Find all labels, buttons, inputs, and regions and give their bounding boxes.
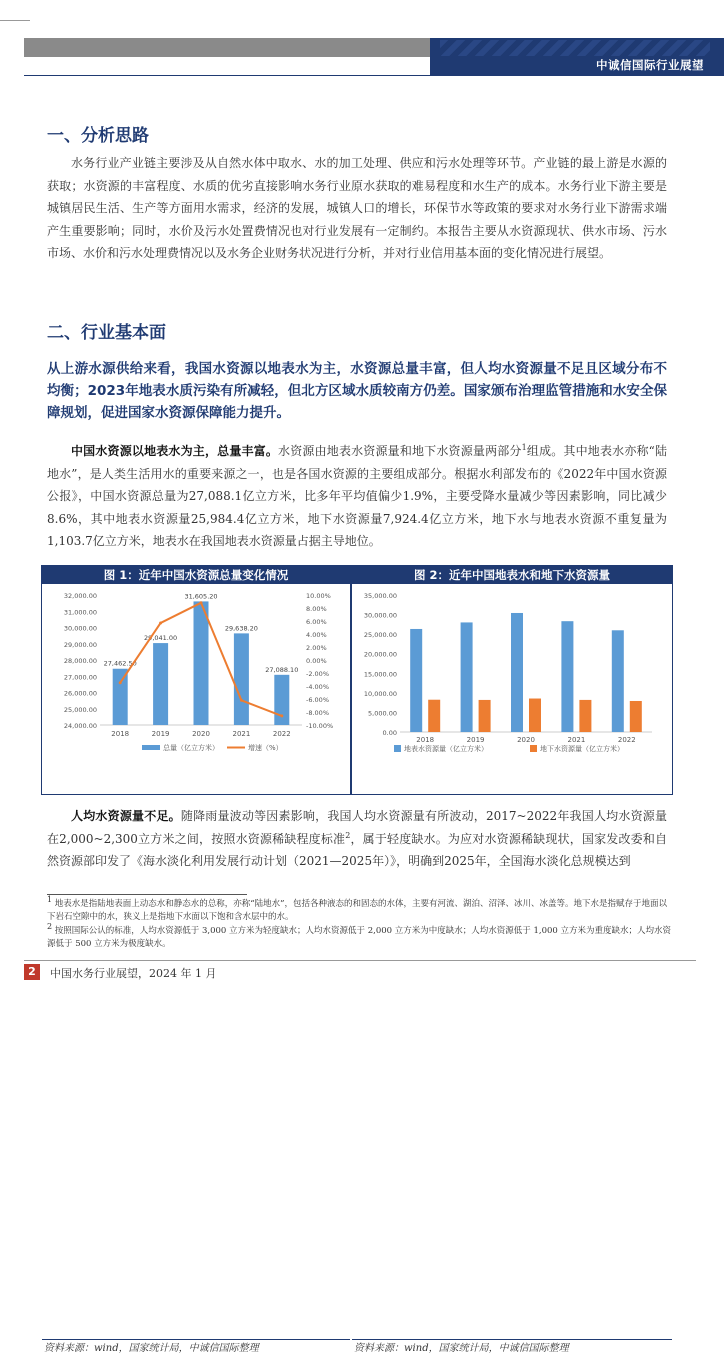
header-rule <box>24 75 724 76</box>
growth-point-2019 <box>159 621 162 624</box>
figure-2-heading: 图 2：近年中国地表水和地下水资源量 <box>352 566 672 584</box>
y-left-tick-label: 26,000.00 <box>63 689 97 698</box>
y-tick-label: 20,000.00 <box>363 650 397 659</box>
y-right-tick-label: -10.00% <box>306 722 334 730</box>
bar-total-2019 <box>153 643 168 725</box>
footnote-2 <box>47 922 672 951</box>
bar-surface-2022 <box>612 630 624 732</box>
bar-surface-2020 <box>511 613 523 732</box>
y-left-tick-label: 29,000.00 <box>63 640 97 649</box>
x-tick-label: 2021 <box>232 730 251 738</box>
footnote-ref-1[interactable]: 1 <box>521 443 527 452</box>
footer-title: 中国水务行业展望，2024 年 1 月 <box>50 967 217 980</box>
water-resources-paragraph <box>47 440 667 553</box>
legend-swatch-total <box>142 745 160 750</box>
x-tick-label: 2020 <box>517 736 535 744</box>
y-tick-label: 10,000.00 <box>363 689 397 698</box>
figure-2-chart <box>352 585 672 775</box>
bar-value-label: 31,605.20 <box>184 592 218 601</box>
section-title-analysis: 一、分析思路 <box>47 126 149 146</box>
bar-total-2021 <box>234 633 249 725</box>
footnote-rule <box>47 894 247 895</box>
figure-1-chart <box>42 585 350 775</box>
y-tick-label: 0.00 <box>382 729 397 737</box>
legend-growth: 增速（%） <box>248 744 283 752</box>
growth-point-2022 <box>280 714 283 717</box>
figure-1-heading: 图 1：近年中国水资源总量变化情况 <box>42 566 350 584</box>
bar-value-label: 27,462.50 <box>103 659 137 668</box>
per-capita-paragraph <box>47 805 667 873</box>
bar-ground-2021 <box>579 700 591 732</box>
y-right-tick-label: 4.00% <box>306 631 327 639</box>
legend-ground: 地下水资源量（亿立方米） <box>540 745 624 753</box>
header-decoration <box>440 40 710 56</box>
x-tick-label: 2018 <box>111 730 130 738</box>
bar-value-label: 29,638.20 <box>224 624 258 633</box>
y-left-tick-label: 30,000.00 <box>63 624 97 633</box>
y-left-tick-label: 28,000.00 <box>63 657 97 665</box>
y-right-tick-label: 2.00% <box>306 644 327 652</box>
growth-point-2018 <box>119 681 122 684</box>
bar-surface-2021 <box>561 621 573 732</box>
bar-ground-2020 <box>529 699 541 732</box>
bar-ground-2019 <box>479 700 491 732</box>
y-left-tick-label: 25,000.00 <box>63 705 97 714</box>
bar-surface-2018 <box>410 629 422 732</box>
x-tick-label: 2022 <box>617 736 636 744</box>
figure-1-source: 资料来源：wind，国家统计局，中诚信国际整理 <box>42 1339 350 1358</box>
y-tick-label: 5,000.00 <box>368 709 397 718</box>
y-left-tick-label: 27,000.00 <box>63 673 97 682</box>
legend-swatch-ground <box>530 745 537 752</box>
footnote-text: 地表水是指陆地表面上动态水和静态水的总称，亦称“陆地水”，包括各种液态的和固态的水体，主要有河流、湖泊、沼泽、冰川、冰盖等。地下水是指赋存于地面以下岩石空隙中的水，狭义上是指地下水面以下饱和含水层中的水。 <box>47 899 667 922</box>
bar-total-2018 <box>113 669 128 725</box>
legend-swatch-surface <box>394 745 401 752</box>
y-right-tick-label: 8.00% <box>306 605 327 613</box>
y-right-tick-label: 6.00% <box>306 618 327 626</box>
x-tick-label: 2019 <box>151 730 170 738</box>
figure-2-source: 资料来源：wind，国家统计局，中诚信国际整理 <box>352 1339 672 1358</box>
y-right-tick-label: -8.00% <box>306 709 329 717</box>
y-left-tick-label: 24,000.00 <box>63 722 97 730</box>
legend-total: 总量（亿立方米） <box>163 744 219 752</box>
x-tick-label: 2019 <box>466 736 485 744</box>
bar-surface-2019 <box>461 622 473 732</box>
bar-ground-2022 <box>630 701 642 732</box>
y-tick-label: 30,000.00 <box>363 611 397 620</box>
footnote-number: 2 <box>47 922 53 932</box>
bar-value-label: 27,088.10 <box>265 665 299 674</box>
bar-total-2020 <box>194 601 209 725</box>
footnote-number: 1 <box>47 895 53 905</box>
y-tick-label: 25,000.00 <box>363 631 397 640</box>
y-right-tick-label: 0.00% <box>306 657 327 665</box>
analysis-paragraph: 水务行业产业链主要涉及从自然水体中取水、水的加工处理、供应和污水处理等环节。产业链的最上游是水源的获取；水资源的丰富程度、水质的优劣直接影响水务行业原水获取的难易程度和水生产的成本。水务行业下游主要是城镇居民生活、生产等方面用水需求，经济的发展，城镇人口的增长，环保节水等政策的要求对水务行业下游需求端产生重要影响；同时，水价及污水处置费情况也对行业发展有一定制约。本报告主要从水资源现状、供水市场、污水市场、水价和污水处理费情况以及水务企业财务状况进行分析，并对行业信用基本面的变化情况进行展望。 <box>47 156 667 260</box>
paragraph-text: 水资源由地表水资源量和地下水资源量两部分 <box>278 444 522 458</box>
legend-surface: 地表水资源量（亿立方米） <box>404 745 488 753</box>
x-tick-label: 2022 <box>272 730 291 738</box>
paragraph-lead: 人均水资源量不足。 <box>71 809 181 823</box>
bar-value-label: 29,041.00 <box>144 634 178 643</box>
footer-rule <box>24 960 696 961</box>
section-summary: 从上游水源供给来看，我国水资源以地表水为主，水资源总量丰富，但人均水资源量不足且区域分布不均衡；2023年地表水质污染有所减轻，但北方区域水质较南方仍差。国家颁布治理监管措施和水安全保障规划，促进国家水资源保障能力提升。 <box>47 361 667 421</box>
paragraph-text: 随降雨量波动等因素影响，我国人均水资源量有所波动，2017~2022年我国人均水资源量在2,000~2,300立方米之间，按照水资源稀缺程度标准 <box>47 809 667 846</box>
bar-ground-2018 <box>428 700 440 732</box>
y-right-tick-label: -2.00% <box>306 670 329 678</box>
footnote-1 <box>47 895 672 924</box>
paragraph-text: 组成。其中地表水亦称“陆地水”，是人类生活用水的重要来源之一，也是各国水资源的主要组成部分。根据水利部发布的《2022年中国水资源公报》，中国水资源总量为27,088.1亿立方米，比多年平均值偏少1.9%，主要受降水量减少等因素影响，同比减少8.6%，其中地表水资源量25,984.4亿立方米，地下水资源量7,924.4亿立方米，地下水与地表水资源不重复量为1,103.7亿立方米，地表水在我国地表水资源量占据主导地位。 <box>47 444 667 548</box>
y-left-tick-label: 32,000.00 <box>63 592 97 600</box>
y-right-tick-label: 10.00% <box>306 592 331 600</box>
growth-point-2021 <box>240 699 243 702</box>
section-title-fundamentals: 二、行业基本面 <box>47 323 166 343</box>
paragraph-text: ，属于轻度缺水。为应对水资源稀缺现状，国家发改委和自然资源部印发了《海水淡化利用发展行动计划（2021—2025年）》，明确到2025年，全国海水淡化总规模达到 <box>47 831 667 868</box>
y-right-tick-label: -6.00% <box>306 696 329 704</box>
x-tick-label: 2021 <box>567 736 586 744</box>
paragraph-lead: 中国水资源以地表水为主，总量丰富。 <box>71 444 279 458</box>
y-tick-label: 15,000.00 <box>363 670 397 679</box>
bar-total-2022 <box>274 675 289 725</box>
y-left-tick-label: 31,000.00 <box>63 608 97 617</box>
y-tick-label: 35,000.00 <box>363 592 397 600</box>
footnote-ref-2[interactable]: 2 <box>345 830 351 840</box>
x-tick-label: 2018 <box>416 736 435 744</box>
growth-point-2020 <box>200 601 203 604</box>
page-number: 2 <box>24 964 40 980</box>
x-tick-label: 2020 <box>192 730 210 738</box>
footnote-text: 按照国际公认的标准，人均水资源低于 3,000 立方米为轻度缺水；人均水资源低于 2,000 立方米为中度缺水；人均水资源低于 1,000 立方米为重度缺水；人均水资源低于 500 立方米为极度缺水。 <box>47 926 672 949</box>
y-right-tick-label: -4.00% <box>306 683 329 691</box>
brand-title: 中诚信国际行业展望 <box>596 58 704 72</box>
